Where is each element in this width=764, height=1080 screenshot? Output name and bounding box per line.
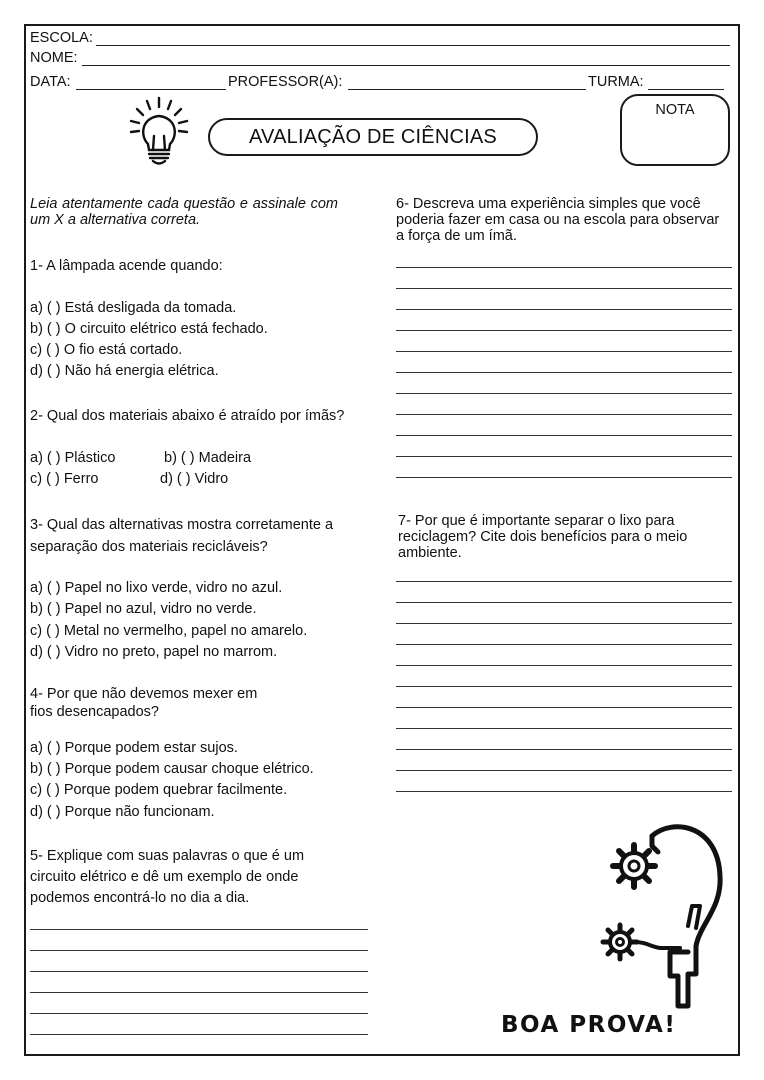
question-7-answer-line[interactable] [396, 749, 732, 750]
question-3-text-line-1: 3- Qual das alternativas mostra corretamente a [30, 517, 334, 533]
school-label: ESCOLA: [30, 30, 93, 46]
question-2-option-a[interactable]: a) ( ) Plástico [30, 450, 116, 466]
question-7-answer-line[interactable] [396, 602, 732, 603]
question-5-text-line-2: circuito elétrico e dê um exemplo de onde [30, 869, 299, 885]
question-7-answer-line[interactable] [396, 581, 732, 582]
name-field[interactable] [82, 65, 730, 66]
question-3-option-d[interactable]: d) ( ) Vidro no preto, papel no marrom. [30, 644, 278, 660]
question-6-answer-line[interactable] [396, 456, 732, 457]
question-7-answer-line[interactable] [396, 728, 732, 729]
question-3-option-a[interactable]: a) ( ) Papel no lixo verde, vidro no azul. [30, 580, 283, 596]
question-6-answer-line[interactable] [396, 330, 732, 331]
question-2-option-d[interactable]: d) ( ) Vidro [160, 471, 229, 487]
grade-label: NOTA [655, 102, 695, 118]
question-6-answer-line[interactable] [396, 351, 732, 352]
question-1-option-a[interactable]: a) ( ) Está desligada da tomada. [30, 300, 237, 316]
question-7-answer-line[interactable] [396, 644, 732, 645]
question-6-answer-line[interactable] [396, 288, 732, 289]
name-label: NOME: [30, 50, 78, 66]
question-7-answer-line[interactable] [396, 791, 732, 792]
grade-box[interactable] [620, 94, 730, 166]
question-5-text-line-1: 5- Explique com suas palavras o que é um [30, 848, 305, 864]
question-2-text: 2- Qual dos materiais abaixo é atraído por ímãs? [30, 408, 345, 424]
question-6-answer-line[interactable] [396, 393, 732, 394]
question-7-answer-line[interactable] [396, 665, 732, 666]
question-3-option-c[interactable]: c) ( ) Metal no vermelho, papel no amarelo. [30, 623, 308, 639]
gear-bulb-icon [600, 816, 726, 1012]
question-6-answer-line[interactable] [396, 309, 732, 310]
question-7-text: 7- Por que é importante separar o lixo para reciclagem? Cite dois benefícios para o meio ambiente. [398, 513, 688, 561]
question-4-option-b[interactable]: b) ( ) Porque podem causar choque elétrico. [30, 761, 314, 777]
question-7-answer-line[interactable] [396, 623, 732, 624]
question-6-answer-line[interactable] [396, 267, 732, 268]
school-field[interactable] [96, 45, 730, 46]
question-5-answer-line[interactable] [30, 1034, 368, 1035]
question-6-text: 6- Descreva uma experiência simples que você poderia fazer em casa ou na escola para observar a força de um ímã. [396, 196, 720, 244]
question-7-answer-line[interactable] [396, 770, 732, 771]
question-6-answer-line[interactable] [396, 435, 732, 436]
question-4-option-c[interactable]: c) ( ) Porque podem quebrar facilmente. [30, 782, 288, 798]
question-5-text-line-3: podemos encontrá-lo no dia a dia. [30, 890, 250, 906]
question-5-answer-line[interactable] [30, 950, 368, 951]
question-1-option-d[interactable]: d) ( ) Não há energia elétrica. [30, 363, 219, 379]
question-1-text: 1- A lâmpada acende quando: [30, 258, 223, 274]
date-label: DATA: [30, 74, 71, 90]
question-7-answer-line[interactable] [396, 686, 732, 687]
question-4-text-line-2: fios desencapados? [30, 704, 159, 720]
exam-sheet [24, 24, 740, 1056]
question-2-option-b[interactable]: b) ( ) Madeira [164, 450, 252, 466]
closing-message: BOA PROVA! [501, 1012, 677, 1038]
date-field[interactable] [76, 89, 226, 90]
question-3-option-b[interactable]: b) ( ) Papel no azul, vidro no verde. [30, 601, 257, 617]
question-6-answer-line[interactable] [396, 414, 732, 415]
question-2-option-c[interactable]: c) ( ) Ferro [30, 471, 99, 487]
question-7-answer-line[interactable] [396, 707, 732, 708]
question-5-answer-line[interactable] [30, 929, 368, 930]
question-1-option-c[interactable]: c) ( ) O fio está cortado. [30, 342, 183, 358]
exam-title: AVALIAÇÃO DE CIÊNCIAS [208, 118, 538, 156]
question-4-option-d[interactable]: d) ( ) Porque não funcionam. [30, 804, 215, 820]
question-6-answer-line[interactable] [396, 372, 732, 373]
question-3-text-line-2: separação dos materiais recicláveis? [30, 539, 268, 555]
class-label: TURMA: [588, 74, 644, 90]
teacher-field[interactable] [348, 89, 586, 90]
teacher-label: PROFESSOR(A): [228, 74, 343, 90]
question-4-text-line-1: 4- Por que não devemos mexer em [30, 686, 258, 702]
question-4-option-a[interactable]: a) ( ) Porque podem estar sujos. [30, 740, 238, 756]
question-5-answer-line[interactable] [30, 971, 368, 972]
class-field[interactable] [648, 89, 724, 90]
lightbulb-icon [126, 94, 192, 166]
question-5-answer-line[interactable] [30, 992, 368, 993]
question-5-answer-line[interactable] [30, 1013, 368, 1014]
instructions: Leia atentamente cada questão e assinale com um X a alternativa correta. [30, 196, 338, 228]
question-1-option-b[interactable]: b) ( ) O circuito elétrico está fechado. [30, 321, 268, 337]
question-6-answer-line[interactable] [396, 477, 732, 478]
